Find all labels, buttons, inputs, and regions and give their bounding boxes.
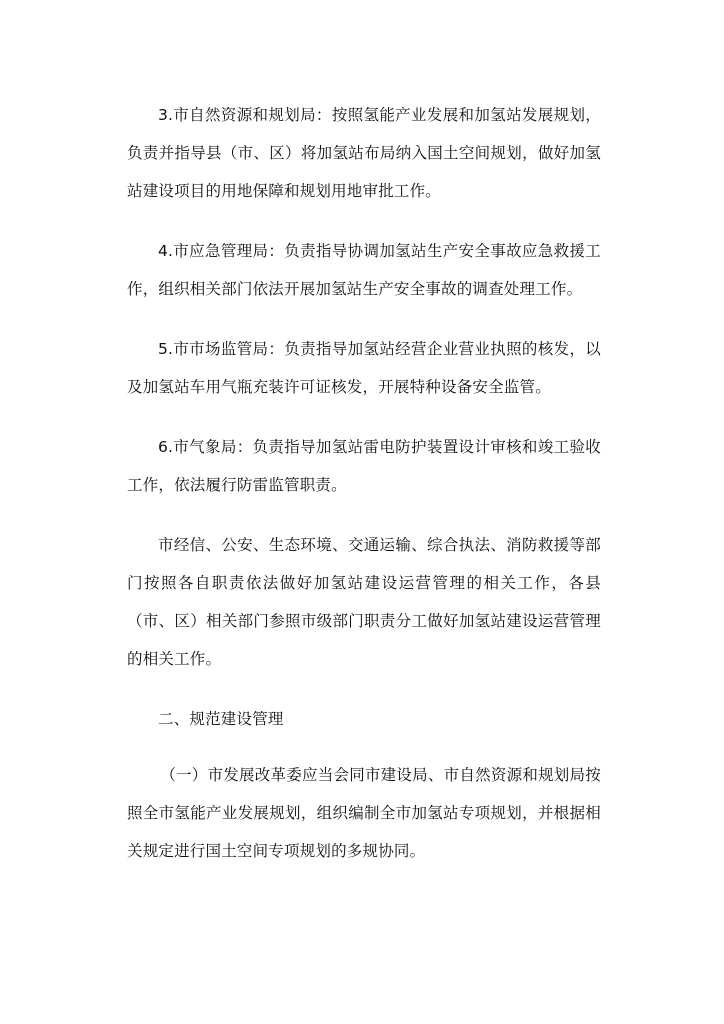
paragraph-item-6: 6.市气象局：负责指导加氢站雷电防护装置设计审核和竣工验收工作，依法履行防雷监管职责。 [127,438,601,494]
document-body [127,96,601,892]
section-heading: 二、规范建设管理 [158,710,284,728]
paragraph-other-departments: 市经信、公安、生态环境、交通运输、综合执法、消防救援等部门按照各自职责依法做好加氢站建设运营管理的相关工作，各县（市、区）相关部门参照市级部门职责分工做好加氢站建设运营管理的相关工作。 [127,536,601,668]
paragraph-sub-1: （一）市发展改革委应当会同市建设局、市自然资源和规划局按照全市氢能产业发展规划，组织编制全市加氢站专项规划，并根据相关规定进行国土空间专项规划的多规协同。 [127,766,601,860]
paragraph-item-5: 5.市市场监管局：负责指导加氢站经营企业营业执照的核发，以及加氢站车用气瓶充装许可证核发，开展特种设备安全监管。 [127,340,601,396]
paragraph-item-4: 4.市应急管理局：负责指导协调加氢站生产安全事故应急救援工作，组织相关部门依法开展加氢站生产安全事故的调查处理工作。 [127,242,601,298]
paragraph-item-3: 3.市自然资源和规划局：按照氢能产业发展和加氢站发展规划，负责并指导县（市、区）将加氢站布局纳入国土空间规划，做好加氢站建设项目的用地保障和规划用地审批工作。 [127,106,601,200]
